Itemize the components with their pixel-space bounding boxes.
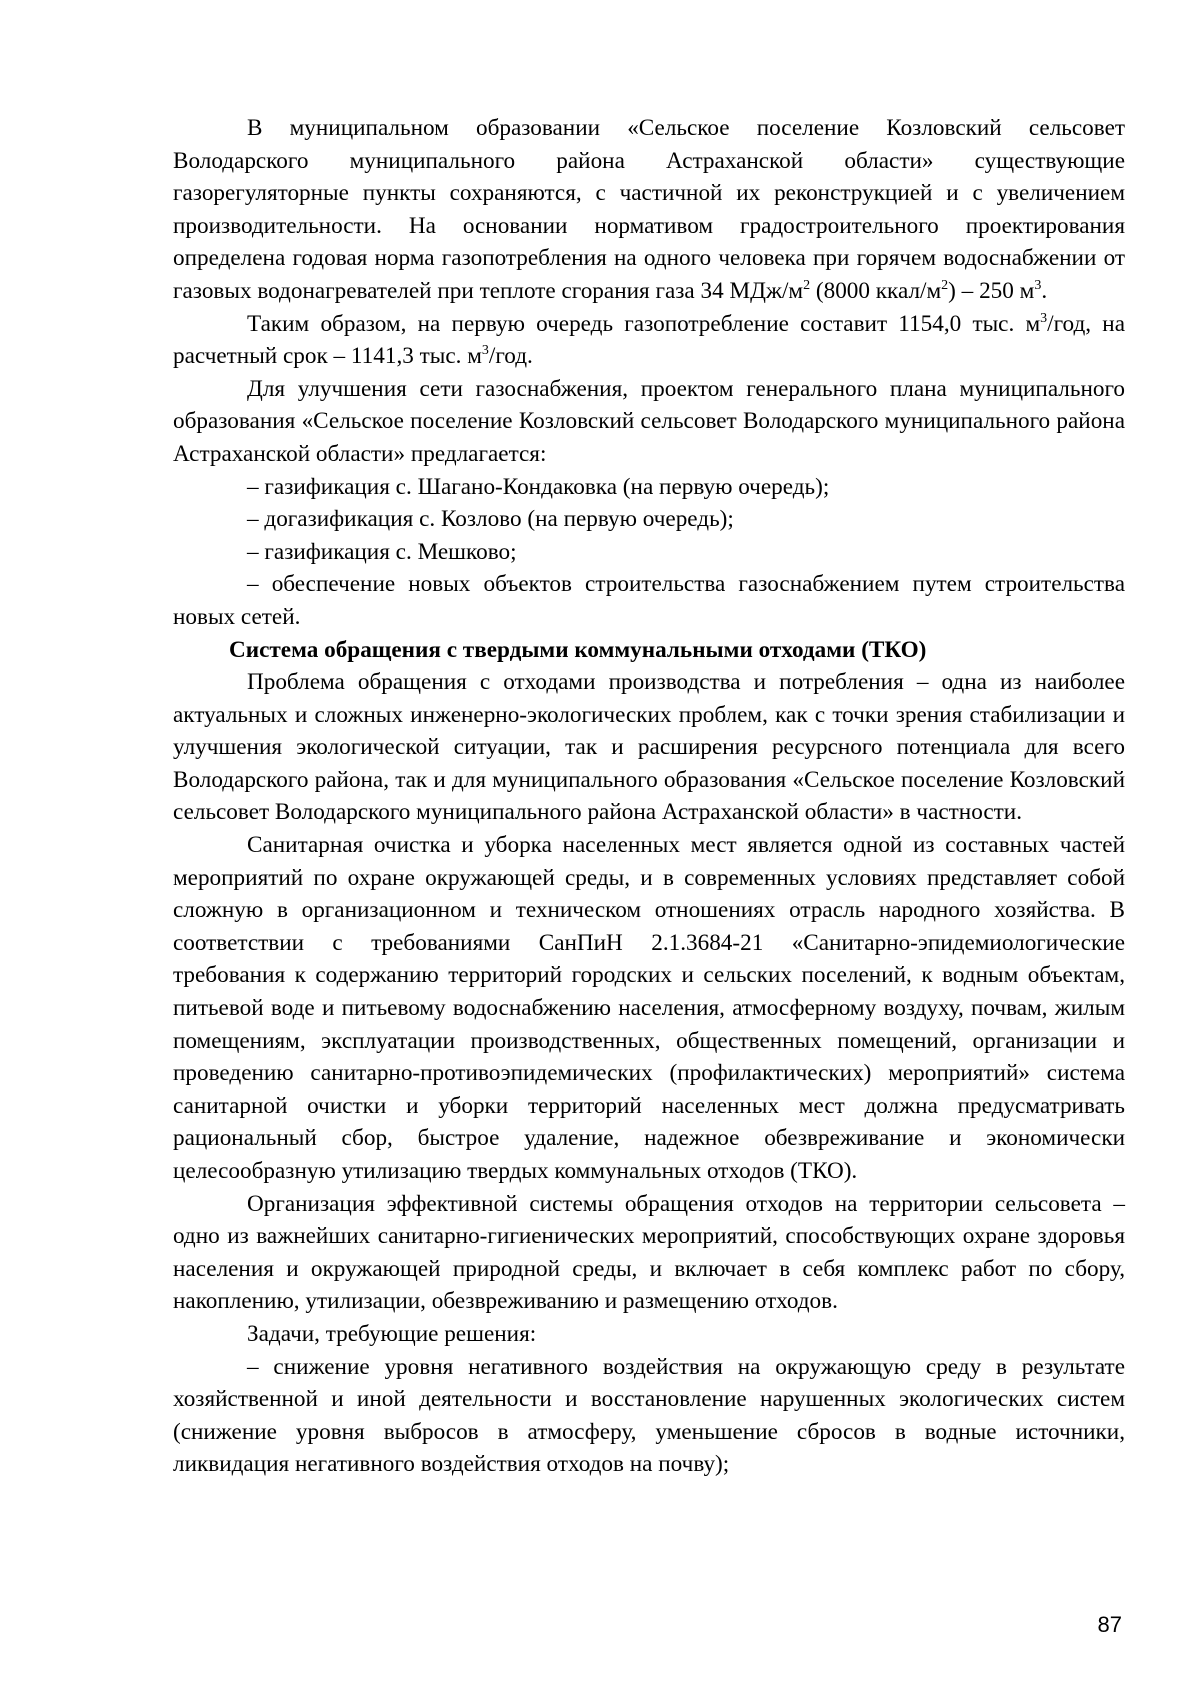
list-item: – газификация с. Шагано-Кондаковка (на первую очередь); [247, 473, 830, 500]
page-number: 87 [1097, 1612, 1122, 1637]
list-item: – догазификация с. Козлово (на первую очередь); [247, 506, 734, 533]
text-run: В муниципальном образовании «Сельское поселение Козловский сельсовет Володарского муниципального района Астраханской области» существующие газорегуляторные пункты сохраняются, с частичной их реконструкцией и с увеличением производительности. На основании нормативом градостроительного проектирования определена годовая норма газопотребления на одного человека при горячем водоснабжении от газовых водонагревателей при теплоте сгорания газа 34 МДж/м [173, 115, 1125, 304]
superscript: 3 [1040, 310, 1048, 326]
document-body [173, 112, 1125, 1481]
text-run: . [1041, 277, 1048, 304]
text-run: (8000 ккал/м [810, 277, 942, 304]
paragraph-gas-regulators [173, 112, 1125, 308]
superscript: 3 [481, 343, 489, 359]
text-run: /год. [488, 343, 533, 370]
text-run: /год, на расчетный срок – 1141,3 тыс. м [173, 310, 1125, 370]
text-run: Таким образом, на первую очередь газопотребление составит 1154,0 тыс. м [247, 310, 1041, 337]
list-item: – обеспечение новых объектов строительства газоснабжением путем строительства новых сетей. [173, 571, 1125, 630]
paragraph-gas-consumption [173, 308, 1125, 373]
paragraph-waste-problem: Проблема обращения с отходами производства и потребления – одна из наиболее актуальных и сложных инженерно-экологических проблем, как с точки зрения стабилизации и улучшения экологической ситуации, так и расширения ресурсного потенциала для всего Володарского района, так и для муниципального образования «Сельское поселение Козловский сельсовет Володарского муниципального района Астраханской области» в частности. [173, 669, 1125, 826]
paragraph-waste-system: Организация эффективной системы обращения отходов на территории сельсовета – одно из важнейших санитарно-гигиенических мероприятий, способствующих охране здоровья населения и окружающей природной среды, и включает в себя комплекс работ по сбору, накоплению, утилизации, обезвреживанию и размещению отходов. [173, 1190, 1125, 1315]
superscript: 2 [803, 277, 811, 293]
superscript: 3 [1034, 277, 1042, 293]
paragraph-tasks-intro: Задачи, требующие решения: [247, 1320, 537, 1347]
superscript: 2 [941, 277, 949, 293]
list-item: – газификация с. Мешково; [247, 538, 517, 565]
paragraph-gas-network-proposal: Для улучшения сети газоснабжения, проектом генерального плана муниципального образования «Сельское поселение Козловский сельсовет Володарского муниципального района Астраханской области» предлагается: [173, 375, 1125, 467]
paragraph-task-item: – снижение уровня негативного воздействия на окружающую среду в результате хозяйственной и иной деятельности и восстановление нарушенных экологических систем (снижение уровня выбросов в атмосферу, уменьшение сбросов в водные источники, ликвидация негативного воздействия отходов на почву); [173, 1353, 1125, 1478]
text-run: ) – 250 м [948, 277, 1035, 304]
section-heading: Система обращения с твердыми коммунальными отходами (ТКО) [229, 636, 927, 663]
paragraph-sanitary-cleaning: Санитарная очистка и уборка населенных мест является одной из составных частей мероприятий по охране окружающей среды, и в современных условиях представляет собой сложную в организационном и техническом отношениях отрасль народного хозяйства. В соответствии с требованиями СанПиН 2.1.3684-21 «Санитарно-эпидемиологические требования к содержанию территорий городских и сельских поселений, к водным объектам, питьевой воде и питьевому водоснабжению населения, атмосферному воздуху, почвам, жилым помещениям, эксплуатации производственных, общественных помещений, организации и проведению санитарно-противоэпидемических (профилактических) мероприятий» система санитарной очистки и уборки территорий населенных мест должна предусматривать рациональный сбор, быстрое удаление, надежное обезвреживание и экономически целесообразную утилизацию твердых коммунальных отходов (ТКО). [173, 832, 1125, 1184]
